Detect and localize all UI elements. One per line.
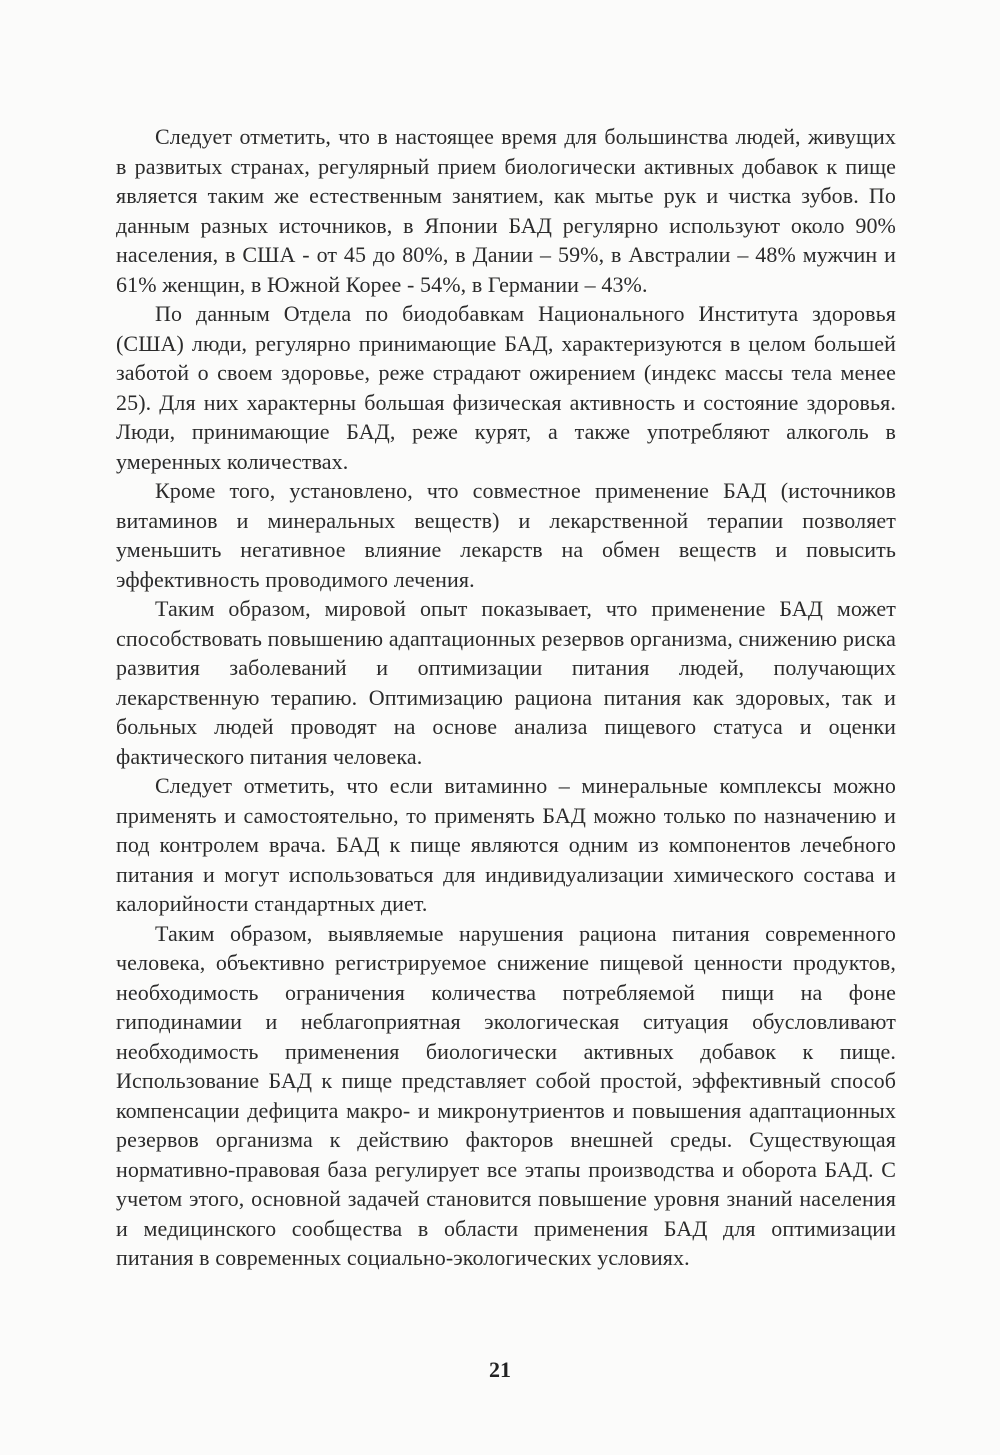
body-text (116, 122, 896, 1273)
paragraph-4: Таким образом, мировой опыт показывает, что применение БАД может способствовать повышению адаптационных резервов организма, снижению риска развития заболеваний и оптимизации питания людей, получающих лекарственную терапию. Оптимизацию рациона питания как здоровых, так и больных людей проводят на основе анализа пищевого статуса и оценки фактического питания человека. (116, 596, 896, 769)
paragraph-6: Таким образом, выявляемые нарушения рациона питания современного человека, объективно регистрируемое снижение пищевой ценности продуктов, необходимость ограничения количества потребляемой пищи на фоне гиподинамии и неблагоприятная экологическая ситуация обусловливают необходимость применения биологически активных добавок к пище. Использование БАД к пище представляет собой простой, эффективный способ компенсации дефицита макро- и микронутриентов и повышения адаптационных резервов организма к действию факторов внешней среды. Существующая нормативно-правовая база регулирует все этапы производства и оборота БАД. С учетом этого, основной задачей становится повышение уровня знаний населения и медицинского сообщества в области применения БАД для оптимизации питания в современных социально-экологических условиях. (116, 920, 896, 1270)
paragraph-3: Кроме того, установлено, что совместное применение БАД (источников витаминов и минеральных веществ) и лекарственной терапии позволяет уменьшить негативное влияние лекарств на обмен веществ и повысить эффективность проводимого лечения. (116, 478, 896, 592)
paragraph-2: По данным Отдела по биодобавкам Национального Института здоровья (США) люди, регулярно принимающие БАД, характеризуются в целом большей заботой о своем здоровье, реже страдают ожирением (индекс массы тела менее 25). Для них характерны большая физическая активность и состояние здоровья. Люди, принимающие БАД, реже курят, а также употребляют алкоголь в умеренных количествах. (116, 301, 896, 474)
paragraph-1: Следует отметить, что в настоящее время для большинства людей, живущих в развитых странах, регулярный прием биологически активных добавок к пище является таким же естественным занятием, как мытье рук и чистка зубов. По данным разных источников, в Японии БАД регулярно используют около 90% населения, в США - от 45 до 80%, в Дании – 59%, в Австралии – 48% мужчин и 61% женщин, в Южной Корее - 54%, в Германии – 43%. (116, 124, 896, 297)
paragraph-5: Следует отметить, что если витаминно – минеральные комплексы можно применять и самостоятельно, то применять БАД можно только по назначению и под контролем врача. БАД к пище являются одним из компонентов лечебного питания и могут использоваться для индивидуализации химического состава и калорийности стандартных диет. (116, 773, 896, 916)
page-number: 21 (489, 1357, 511, 1382)
